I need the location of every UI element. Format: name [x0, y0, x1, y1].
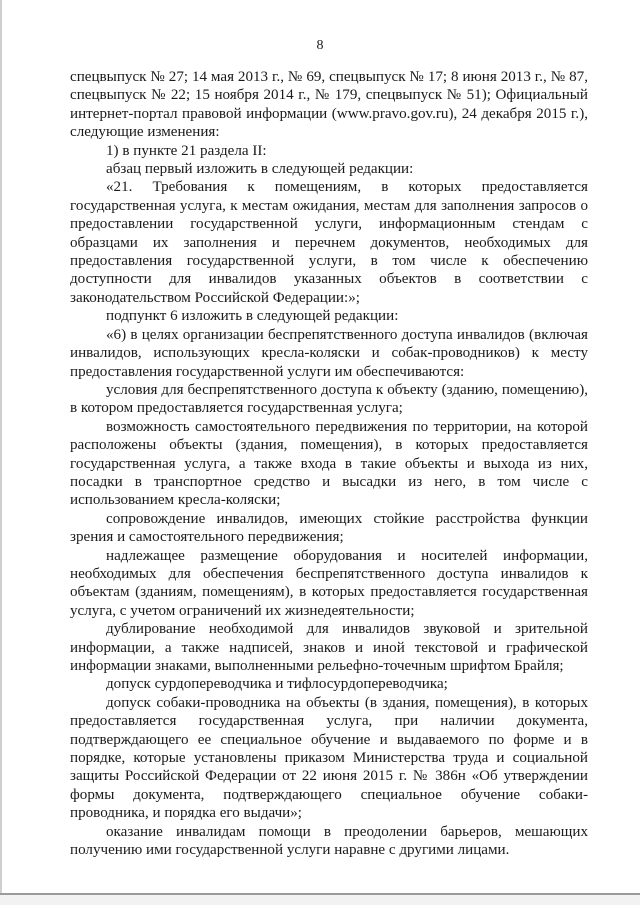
paragraph: «6) в целях организации беспрепятственного доступа инвалидов (включая инвалидов, использующих кресла-коляски и собак-проводников) к месту предоставления государственной услуги им обеспечиваются: [70, 326, 588, 380]
paragraph: 1) в пункте 21 раздела II: [106, 142, 267, 159]
paragraph: условия для беспрепятственного доступа к объекту (зданию, помещению), в котором предоставляется государственная услуга; [70, 381, 588, 417]
page-number: 8 [316, 38, 324, 53]
paragraph: спецвыпуск № 27; 14 мая 2013 г., № 69, спецвыпуск № 17; 8 июня 2013 г., № 87, спецвыпуск № 22; 15 ноября 2014 г., № 179, спецвыпуск № 51); Официальный интернет-портал правовой информации (www.pravo.gov.ru), 24 декабря 2015 г.), следующие изменения: [70, 69, 588, 141]
document-body [70, 68, 588, 859]
paragraph: дублирование необходимой для инвалидов звуковой и зрительной информации, а также надписей, знаков и иной текстовой и графической информации знаками, выполненными рельефно-точечным шрифтом Брайля; [70, 621, 588, 674]
paragraph: «21. Требования к помещениям, в которых предоставляется государственная услуга, к местам ожидания, местам для заполнения запросов о предоставлении государственной услуги, информационным стендам с образцами их заполнения и перечнем документов, необходимых для предоставления государственной услуги, в том числе к обеспечению доступности для инвалидов указанных объектов в соответствии с законодательством Российской Федерации:»; [70, 179, 588, 306]
paragraph: допуск собаки-проводника на объекты (в здания, помещения), в которых предоставляется государственная услуга, при наличии документа, подтверждающего ее специальное обучение и выдаваемого по форме и в порядке, которые установлены приказом Министерства труда и социальной защиты Российской Федерации от 22 июня 2015 г. № 386н «Об утверждении формы документа, подтверждающего специальное обучение собаки-проводника, и порядка его выдачи»; [70, 694, 588, 822]
paragraph: надлежащее размещение оборудования и носителей информации, необходимых для обеспечения беспрепятственного доступа инвалидов к объектам (зданиям, помещениям), в которых предоставляется государственная услуга, с учетом ограничений их жизнедеятельности; [70, 547, 588, 619]
paragraph: оказание инвалидам помощи в преодолении барьеров, мешающих получению ими государственной услуги наравне с другими лицами. [70, 823, 588, 859]
paragraph: подпункт 6 изложить в следующей редакции: [106, 308, 399, 325]
paragraph: допуск сурдопереводчика и тифлосурдопереводчика; [106, 676, 448, 693]
scan-left-edge [0, 0, 2, 905]
paragraph: абзац первый изложить в следующей редакции: [106, 161, 414, 178]
paragraph: возможность самостоятельного передвижения по территории, на которой расположены объекты (здания, помещения), в которых предоставляется государственная услуга, а также входа в такие объекты и выхода из них, посадки в транспортное средство и высадки из него, в том числе с использованием кресла-коляски; [70, 418, 588, 509]
paragraph: сопровождение инвалидов, имеющих стойкие расстройства функции зрения и самостоятельного передвижения; [70, 510, 588, 546]
scan-bottom-shadow [0, 895, 640, 905]
